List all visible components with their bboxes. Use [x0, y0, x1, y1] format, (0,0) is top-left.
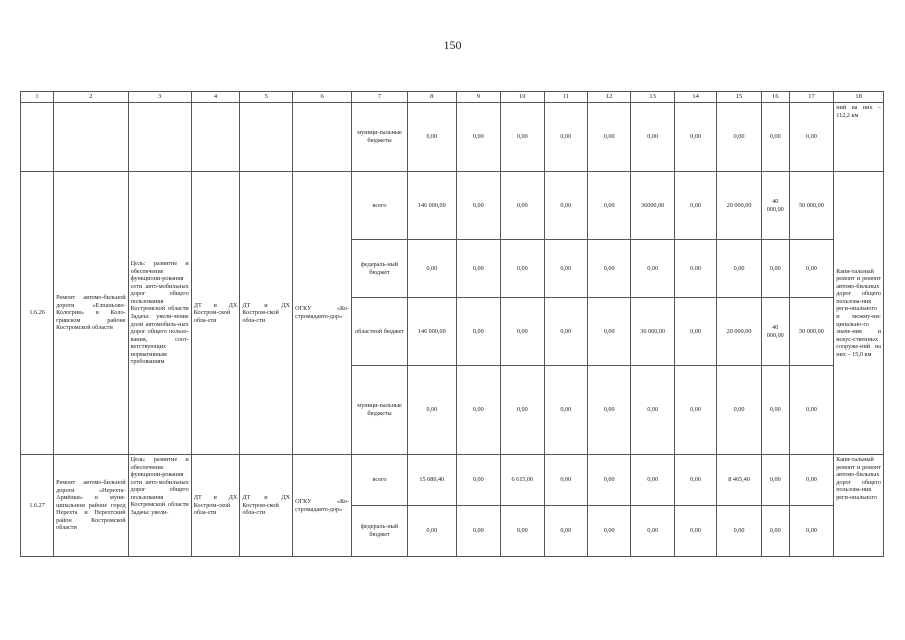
amount-cell: 0,00	[717, 240, 761, 298]
amount-cell: 0,00	[789, 103, 833, 172]
responsible-executor: ДТ и ДХ Костром-ской обла-сти	[191, 455, 240, 557]
budget-source: федераль-ный бюджет	[352, 240, 408, 298]
amount-cell: 0,00	[456, 172, 500, 240]
column-header: 18	[834, 92, 884, 103]
result-description: Капи-тальный ремонт и ремонт автомо-бильных дорог общего пользова-ния реги-онального и межму-ни-ципально-го значе-ния и искус-ственных сооруже-ний на них – 15,0 км	[834, 172, 884, 455]
amount-cell: 0,00	[456, 298, 500, 366]
amount-cell: 0,00	[674, 455, 716, 506]
empty-cell	[54, 103, 129, 172]
amount-cell: 0,00	[407, 240, 456, 298]
amount-cell: 0,00	[761, 240, 789, 298]
amount-cell: 0,00	[587, 455, 630, 506]
amount-cell: 0,00	[501, 506, 544, 557]
amount-cell: 0,00	[631, 240, 674, 298]
amount-cell: 0,00	[456, 455, 500, 506]
amount-cell: 0,00	[717, 103, 761, 172]
table-row	[21, 455, 884, 506]
contractor: ОГКУ «Ко-стромадавто-дор»	[293, 455, 352, 557]
amount-cell: 50 000,00	[789, 172, 833, 240]
column-header: 7	[352, 92, 408, 103]
page-number: 150	[443, 38, 462, 52]
amount-cell: 0,00	[717, 506, 761, 557]
budget-source: муници-пальные бюджеты	[352, 366, 408, 455]
responsible-executor: ДТ и ДХ Костром-ской обла-сти	[191, 172, 240, 455]
column-header: 13	[631, 92, 674, 103]
item-number: 1.6.26	[21, 172, 54, 455]
table-row	[21, 172, 884, 240]
result-description: ний на них – 112,2 км	[834, 103, 884, 172]
empty-cell	[293, 103, 352, 172]
amount-cell: 0,00	[544, 298, 587, 366]
amount-cell: 0,00	[674, 172, 716, 240]
program-table	[20, 91, 884, 557]
amount-cell: 50 000,00	[789, 298, 833, 366]
column-header: 9	[456, 92, 500, 103]
amount-cell: 0,00	[587, 240, 630, 298]
amount-cell: 0,00	[587, 298, 630, 366]
amount-cell: 0,00	[544, 103, 587, 172]
project-name: Ремонт автомо-бильной дороги «Елпаньово-Кологрив» в Коло-гривском районе Костромской области	[54, 172, 129, 455]
amount-cell: 146 000,00	[407, 172, 456, 240]
amount-cell: 0,00	[789, 506, 833, 557]
amount-cell: 36 000,00	[631, 298, 674, 366]
amount-cell: 0,00	[631, 455, 674, 506]
amount-cell: 0,00	[761, 455, 789, 506]
amount-cell: 146 000,00	[407, 298, 456, 366]
header-row	[21, 92, 884, 103]
column-header: 17	[789, 92, 833, 103]
amount-cell: 0,00	[674, 298, 716, 366]
amount-cell: 15 080,40	[407, 455, 456, 506]
amount-cell: 0,00	[501, 366, 544, 455]
amount-cell: 0,00	[789, 455, 833, 506]
amount-cell: 0,00	[789, 366, 833, 455]
column-header: 3	[128, 92, 191, 103]
amount-cell: 0,00	[544, 506, 587, 557]
empty-cell	[191, 103, 240, 172]
amount-cell: 0,00	[456, 506, 500, 557]
amount-cell: 0,00	[674, 366, 716, 455]
column-header: 15	[717, 92, 761, 103]
amount-cell: 0,00	[717, 366, 761, 455]
amount-cell: 0,00	[631, 506, 674, 557]
result-description: Капи-тальный ремонт и ремонт автомо-бильных дорог общего пользова-ния реги-онального	[834, 455, 884, 557]
column-header: 12	[587, 92, 630, 103]
amount-cell: 20 000,00	[717, 298, 761, 366]
amount-cell: 0,00	[587, 366, 630, 455]
customer: ДТ и ДХ Костром-ской обла-сти	[240, 172, 293, 455]
column-header: 4	[191, 92, 240, 103]
budget-source: федераль-ный бюджет	[352, 506, 408, 557]
table-row	[21, 103, 884, 172]
empty-cell	[128, 103, 191, 172]
budget-source: областной бюджет	[352, 298, 408, 366]
column-header: 8	[407, 92, 456, 103]
amount-cell: 0,00	[789, 240, 833, 298]
amount-cell: 6 615,00	[501, 455, 544, 506]
amount-cell: 0,00	[456, 366, 500, 455]
amount-cell: 0,00	[631, 103, 674, 172]
amount-cell: 0,00	[674, 240, 716, 298]
empty-cell	[21, 103, 54, 172]
amount-cell: 36000,00	[631, 172, 674, 240]
amount-cell: 0,00	[544, 240, 587, 298]
amount-cell: 0,00	[761, 103, 789, 172]
amount-cell: 0,00	[407, 366, 456, 455]
item-number: 1.6.27	[21, 455, 54, 557]
amount-cell: 40 000,00	[761, 172, 789, 240]
amount-cell: 0,00	[544, 455, 587, 506]
amount-cell: 0,00	[501, 172, 544, 240]
column-header: 14	[674, 92, 716, 103]
project-goal: Цель: развитие и обеспечение функциони-рования сети авто-мобильных дорог общего пользования Костромской области Задача: увели-чение доли автомобиль-ных дорог общего пользо-вания, соот-ветствующих нормативным требованиям	[128, 172, 191, 455]
amount-cell: 0,00	[407, 103, 456, 172]
budget-source: всего	[352, 455, 408, 506]
project-goal: Цель: развитие и обеспечение функциони-рования сети авто-мобильных дорог общего пользования Костромской области Задача: увели-	[128, 455, 191, 557]
column-header: 16	[761, 92, 789, 103]
amount-cell: 20 000,00	[717, 172, 761, 240]
amount-cell: 0,00	[456, 103, 500, 172]
contractor: ОГКУ «Ко-стромадавто-дор»	[293, 172, 352, 455]
column-header: 2	[54, 92, 129, 103]
column-header: 1	[21, 92, 54, 103]
empty-cell	[240, 103, 293, 172]
amount-cell: 0,00	[544, 366, 587, 455]
amount-cell: 0,00	[674, 103, 716, 172]
amount-cell: 0,00	[761, 366, 789, 455]
column-header: 6	[293, 92, 352, 103]
column-header: 11	[544, 92, 587, 103]
budget-source: всего	[352, 172, 408, 240]
amount-cell: 0,00	[631, 366, 674, 455]
amount-cell: 0,00	[587, 506, 630, 557]
column-header: 5	[240, 92, 293, 103]
amount-cell: 0,00	[501, 240, 544, 298]
amount-cell: 0,00	[761, 506, 789, 557]
amount-cell: 0,00	[456, 240, 500, 298]
amount-cell: 0,00	[501, 298, 544, 366]
customer: ДТ и ДХ Костром-ской обла-сти	[240, 455, 293, 557]
amount-cell: 40 000,00	[761, 298, 789, 366]
budget-source: муници-пальные бюджеты	[352, 103, 408, 172]
amount-cell: 0,00	[587, 103, 630, 172]
project-name: Ремонт автомо-бильной дороги «Нерехта-Армёнки» в муни-ципальном районе город Нерехта и Нерехтский район Костромской области	[54, 455, 129, 557]
amount-cell: 0,00	[674, 506, 716, 557]
amount-cell: 0,00	[544, 172, 587, 240]
column-header: 10	[501, 92, 544, 103]
amount-cell: 8 465,40	[717, 455, 761, 506]
amount-cell: 0,00	[587, 172, 630, 240]
amount-cell: 0,00	[407, 506, 456, 557]
amount-cell: 0,00	[501, 103, 544, 172]
